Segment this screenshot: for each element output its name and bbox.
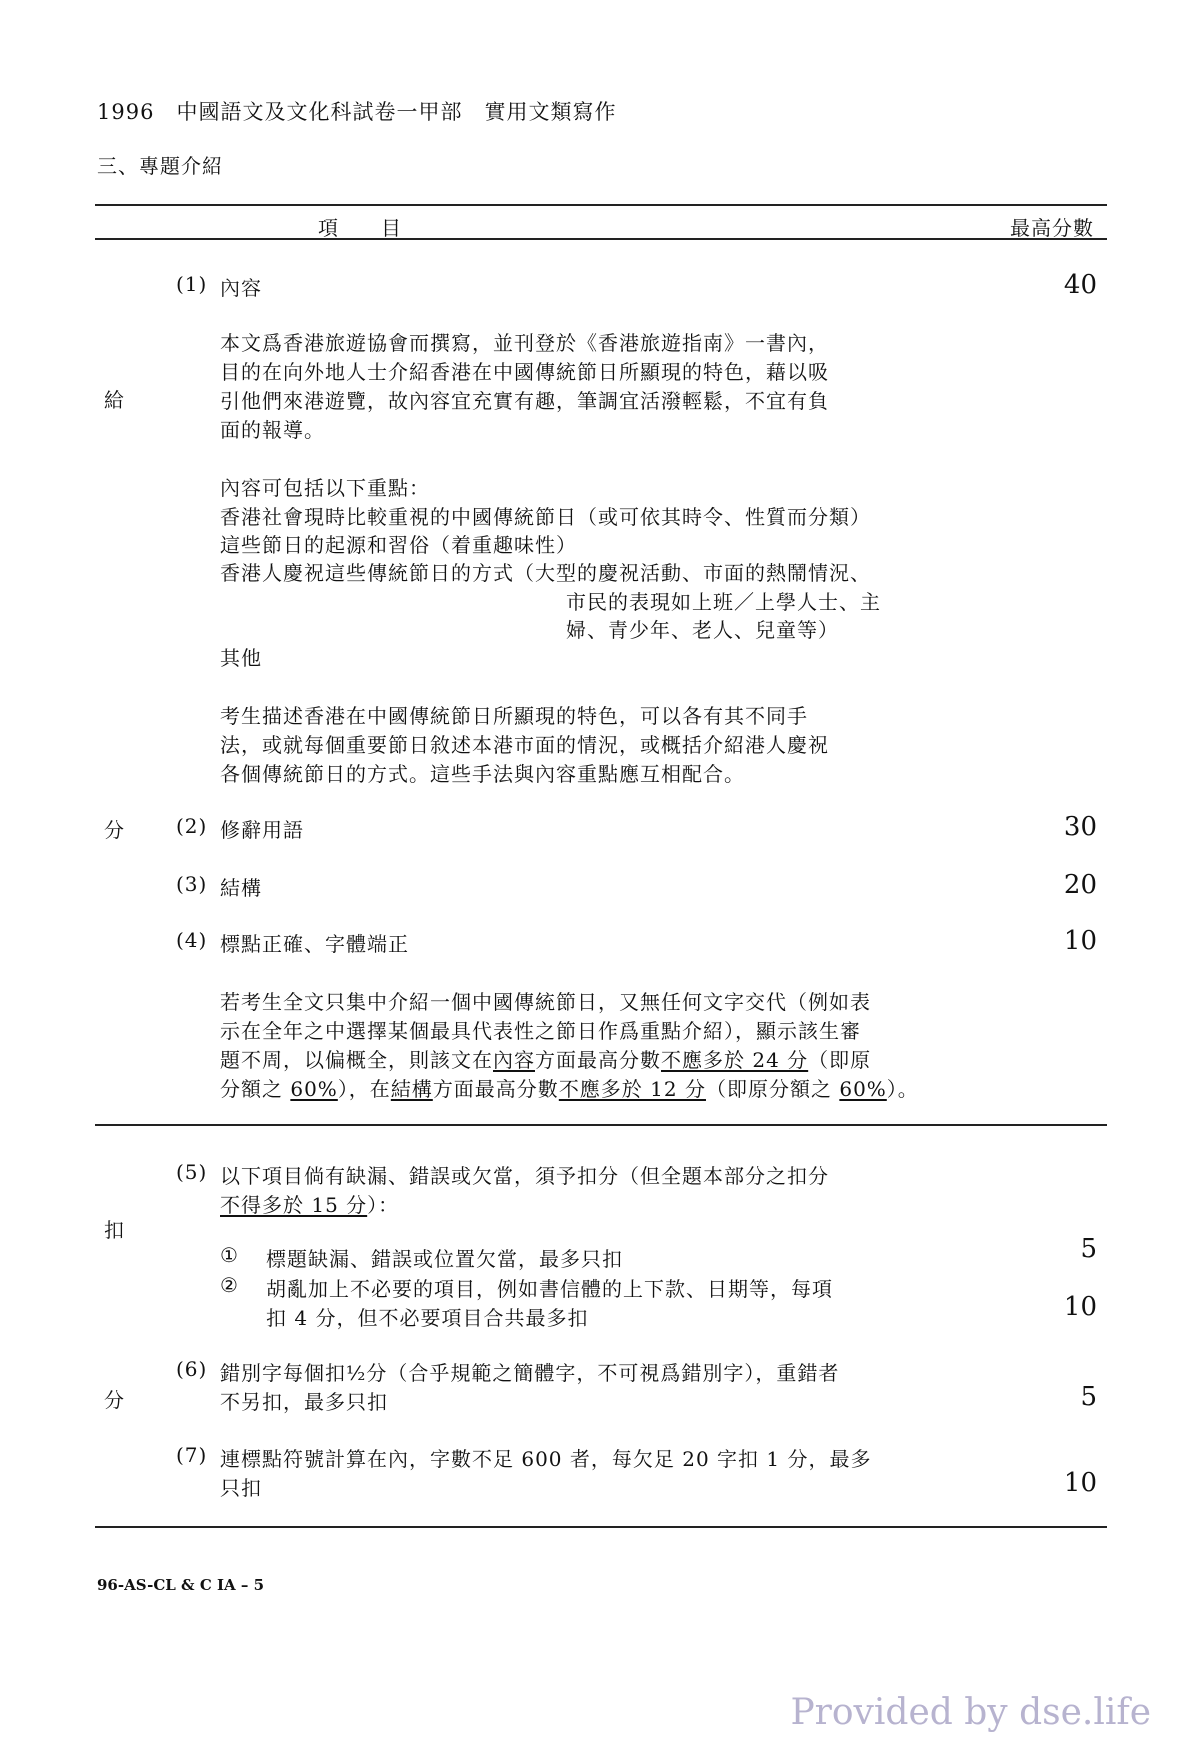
score-rhetoric: 30 <box>1063 812 1097 842</box>
note-line <box>220 1073 919 1102</box>
footer-paper-code: 96-AS-CL & C IA – 5 <box>97 1576 265 1594</box>
watermark: Provided by dse.life <box>790 1692 1151 1733</box>
note-underline: 60% <box>290 1077 338 1101</box>
score-sub-item-unnecessary: 10 <box>1063 1292 1097 1322</box>
side-label-give-2: 分 <box>104 818 125 842</box>
note-underline: 結構 <box>390 1077 433 1101</box>
column-header-item: 項 目 <box>318 216 402 240</box>
note-text: （即原分額之 <box>705 1077 840 1101</box>
criterion-label-content: 內容 <box>220 276 262 300</box>
note-text: 方面最高分數 <box>535 1048 661 1072</box>
deduction-6-line: 不另扣，最多只扣 <box>220 1390 388 1414</box>
score-structure: 20 <box>1063 870 1097 900</box>
note-text: ），在 <box>337 1077 391 1101</box>
criterion-label-structure: 結構 <box>220 876 262 900</box>
content-para1-line: 本文爲香港旅遊協會而撰寫，並刊登於《香港旅遊指南》一書內， <box>220 331 829 355</box>
side-label-give-1: 給 <box>104 388 125 412</box>
note-line: 若考生全文只集中介紹一個中國傳統節日，又無任何文字交代（例如表 <box>220 990 871 1014</box>
note-underline: 內容 <box>493 1048 535 1072</box>
content-point-continued: 市民的表現如上班／上學人士、主 <box>566 590 881 614</box>
deduction-5-text: ）： <box>367 1193 400 1217</box>
content-para1-line: 目的在向外地人士介紹香港在中國傳統節日所顯現的特色，藉以吸 <box>220 360 829 384</box>
note-line: 示在全年之中選擇某個最具代表性之節日作爲重點介紹），顯示該生審 <box>220 1019 861 1043</box>
content-point-continued: 婦、青少年、老人、兒童等） <box>566 618 839 642</box>
note-underline: 不應多於 12 分 <box>558 1077 706 1101</box>
sub-item-marker: ① <box>220 1243 239 1267</box>
table-header-rule <box>95 238 1107 240</box>
sub-item-unnecessary-text: 扣 4 分，但不必要項目合共最多扣 <box>266 1306 589 1330</box>
content-para1-line: 引他們來港遊覽，故內容宜充實有趣，筆調宜活潑輕鬆，不宜有負 <box>220 389 829 413</box>
score-word-count: 10 <box>1063 1468 1097 1498</box>
note-text: 分額之 <box>220 1077 291 1101</box>
content-para2-line: 各個傳統節日的方式。這些手法與內容重點應互相配合。 <box>220 762 745 786</box>
content-point: 香港社會現時比較重視的中國傳統節日（或可依其時令、性質而分類） <box>220 505 871 529</box>
deduction-5-line <box>220 1189 399 1218</box>
content-para2-line: 考生描述香港在中國傳統節日所顯現的特色，可以各有其不同手 <box>220 704 808 728</box>
criterion-number: (4) <box>176 928 208 952</box>
side-label-deduct-2: 分 <box>104 1388 125 1412</box>
content-para2-line: 法，或就每個重要節日敘述本港市面的情況，或概括介紹港人慶祝 <box>220 733 829 757</box>
deduction-5-line: 以下項目倘有缺漏、錯誤或欠當，須予扣分（但全題本部分之扣分 <box>220 1164 829 1188</box>
note-underline: 60% <box>839 1077 887 1101</box>
content-point: 香港人慶祝這些傳統節日的方式（大型的慶祝活動、市面的熱鬧情況、 <box>220 561 871 585</box>
score-punctuation: 10 <box>1063 926 1097 956</box>
side-label-deduct-1: 扣 <box>104 1218 125 1242</box>
note-text: 題不周，以偏概全，則該文在 <box>220 1048 493 1072</box>
note-underline: 不應多於 24 分 <box>661 1048 809 1072</box>
score-wrong-characters: 5 <box>1080 1382 1097 1412</box>
criterion-number: (3) <box>176 872 208 896</box>
table-bottom-rule <box>95 1526 1107 1528</box>
criterion-label-rhetoric: 修辭用語 <box>220 818 304 842</box>
score-sub-item-title: 5 <box>1080 1234 1097 1264</box>
deduction-number: (5) <box>176 1160 208 1184</box>
section-divider-rule <box>95 1124 1107 1126</box>
deduction-7-line: 連標點符號計算在內，字數不足 600 者，每欠足 20 字扣 1 分，最多 <box>220 1447 872 1471</box>
criterion-number: (1) <box>176 272 208 296</box>
page-title: 1996 中國語文及文化科試卷一甲部 實用文類寫作 <box>97 100 617 124</box>
content-point: 這些節日的起源和習俗（着重趣味性） <box>220 533 577 557</box>
sub-item-title-text: 標題缺漏、錯誤或位置欠當，最多只扣 <box>266 1247 623 1271</box>
score-content: 40 <box>1063 270 1097 300</box>
note-text: （即原 <box>808 1048 872 1072</box>
content-para1-line: 面的報導。 <box>220 418 325 442</box>
deduction-7-line: 只扣 <box>220 1476 262 1500</box>
criterion-number: (2) <box>176 814 208 838</box>
criterion-label-punctuation: 標點正確、字體端正 <box>220 932 409 956</box>
table-top-rule <box>95 204 1107 206</box>
deduction-5-underline: 不得多於 15 分 <box>220 1193 368 1217</box>
sub-item-marker: ② <box>220 1273 239 1297</box>
deduction-number: (7) <box>176 1443 208 1467</box>
note-text: 方面最高分數 <box>432 1077 559 1101</box>
section-title: 三、專題介紹 <box>97 154 223 178</box>
note-text: ）。 <box>886 1077 919 1101</box>
sub-item-unnecessary-text: 胡亂加上不必要的項目，例如書信體的上下款、日期等，每項 <box>266 1277 833 1301</box>
content-point-other: 其他 <box>220 646 262 670</box>
content-points-intro: 內容可包括以下重點： <box>220 476 430 500</box>
deduction-6-line: 錯別字每個扣½分（合乎規範之簡體字，不可視爲錯別字），重錯者 <box>220 1361 840 1385</box>
column-header-max-score: 最高分數 <box>1010 216 1094 240</box>
deduction-number: (6) <box>176 1357 208 1381</box>
note-line <box>220 1044 871 1073</box>
